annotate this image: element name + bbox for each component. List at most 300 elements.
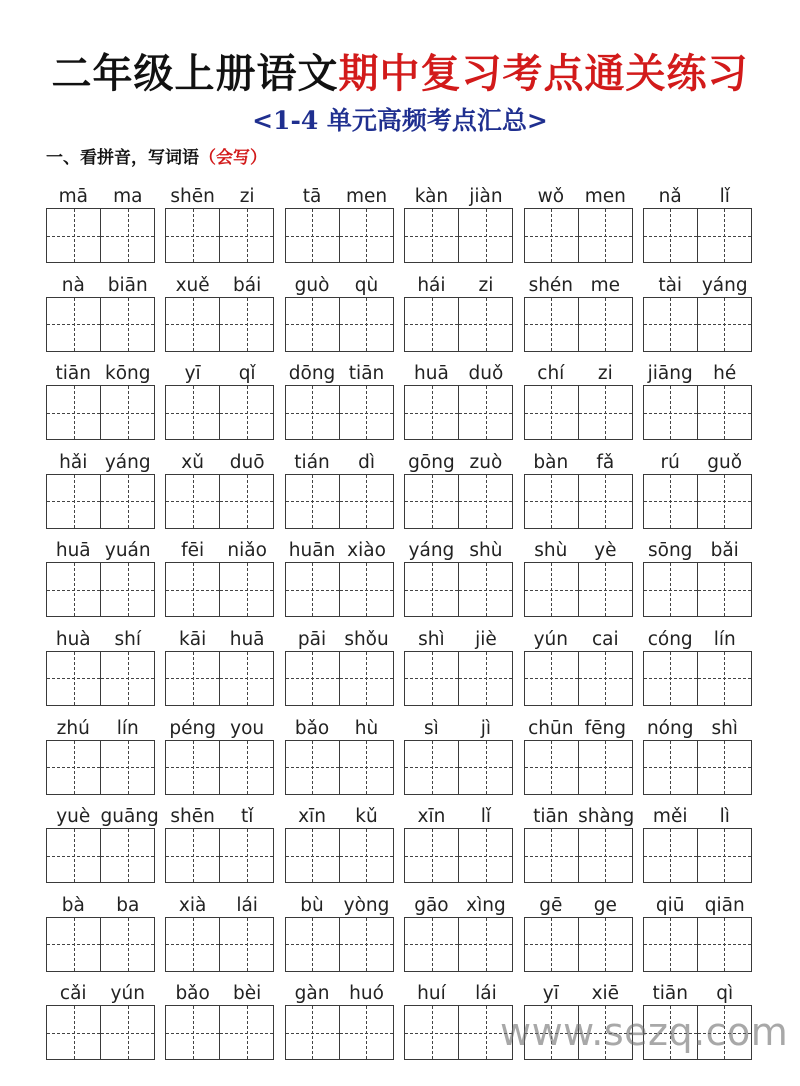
tianzige-boxes xyxy=(643,651,752,706)
word-item xyxy=(46,534,155,623)
pinyin-syllable: biān xyxy=(107,274,148,296)
pinyin-syllable: xìng xyxy=(466,894,506,916)
writing-cell[interactable] xyxy=(220,740,274,795)
pinyin-syllable: bà xyxy=(61,894,85,916)
pinyin-syllable: kàn xyxy=(414,186,449,207)
pinyin-syllable: jiè xyxy=(475,628,497,650)
writing-cell[interactable] xyxy=(220,1005,274,1060)
pinyin-syllable: huā xyxy=(229,628,265,650)
pinyin-syllable: yún xyxy=(110,983,145,1005)
pinyin-syllable: shù xyxy=(534,540,568,562)
pinyin-syllable: yáng xyxy=(104,451,151,473)
pinyin-syllable: xīn xyxy=(417,806,446,828)
tianzige-boxes xyxy=(165,828,274,883)
word-item xyxy=(404,180,513,269)
pinyin-syllable: bái xyxy=(233,274,262,296)
word-item xyxy=(524,534,633,623)
pinyin-syllable: qì xyxy=(716,983,734,1005)
pinyin-label xyxy=(285,889,394,917)
pinyin-syllable: yuè xyxy=(56,806,91,828)
word-item xyxy=(285,712,394,801)
pinyin-syllable: shén xyxy=(528,274,574,296)
tianzige-boxes xyxy=(285,474,394,529)
writing-cell[interactable] xyxy=(404,1005,459,1060)
word-row xyxy=(46,889,752,978)
pinyin-syllable: zhú xyxy=(56,717,90,739)
writing-cell[interactable] xyxy=(698,828,752,883)
pinyin-label xyxy=(524,357,633,385)
word-row xyxy=(46,180,752,269)
pinyin-syllable: yáng xyxy=(701,274,748,296)
tianzige-boxes xyxy=(404,917,513,972)
writing-cell[interactable] xyxy=(404,474,459,529)
pinyin-syllable: shù xyxy=(469,540,503,562)
writing-cell[interactable] xyxy=(285,651,340,706)
writing-cell[interactable] xyxy=(165,651,220,706)
pinyin-label xyxy=(643,269,752,297)
word-item xyxy=(46,623,155,712)
pinyin-label xyxy=(643,977,752,1005)
pinyin-syllable: ma xyxy=(113,186,143,207)
word-row xyxy=(46,269,752,358)
writing-cell[interactable] xyxy=(459,917,513,972)
writing-cell[interactable] xyxy=(46,474,101,529)
word-item xyxy=(165,269,274,358)
writing-cell[interactable] xyxy=(46,297,101,352)
writing-cell[interactable] xyxy=(340,208,394,263)
word-row xyxy=(46,446,752,535)
writing-cell[interactable] xyxy=(101,828,155,883)
writing-cell[interactable] xyxy=(220,297,274,352)
writing-cell[interactable] xyxy=(285,828,340,883)
writing-cell[interactable] xyxy=(165,562,220,617)
pinyin-syllable: lǐ xyxy=(719,186,730,207)
pinyin-syllable: cóng xyxy=(647,628,693,650)
word-item xyxy=(643,180,752,269)
writing-cell[interactable] xyxy=(643,562,698,617)
writing-cell[interactable] xyxy=(404,651,459,706)
writing-cell[interactable] xyxy=(698,474,752,529)
writing-cell[interactable] xyxy=(101,651,155,706)
writing-cell[interactable] xyxy=(101,917,155,972)
word-item xyxy=(285,889,394,978)
pinyin-syllable: tiān xyxy=(55,363,91,385)
pinyin-syllable: zi xyxy=(239,186,255,207)
writing-cell[interactable] xyxy=(46,385,101,440)
writing-cell[interactable] xyxy=(459,740,513,795)
writing-cell[interactable] xyxy=(459,651,513,706)
writing-cell[interactable] xyxy=(404,562,459,617)
writing-cell[interactable] xyxy=(404,297,459,352)
writing-cell[interactable] xyxy=(285,740,340,795)
tianzige-boxes xyxy=(165,1005,274,1060)
pinyin-syllable: tǐ xyxy=(240,806,254,828)
writing-cell[interactable] xyxy=(459,474,513,529)
word-item xyxy=(165,180,274,269)
writing-cell[interactable] xyxy=(285,1005,340,1060)
writing-cell[interactable] xyxy=(698,562,752,617)
pinyin-syllable: tiān xyxy=(533,806,569,828)
pinyin-label xyxy=(46,180,155,208)
pinyin-syllable: men xyxy=(584,186,626,207)
writing-cell[interactable] xyxy=(643,651,698,706)
word-item xyxy=(404,889,513,978)
word-row xyxy=(46,712,752,801)
tianzige-boxes xyxy=(404,562,513,617)
writing-cell[interactable] xyxy=(524,474,579,529)
pinyin-label xyxy=(285,534,394,562)
writing-cell[interactable] xyxy=(101,208,155,263)
writing-cell[interactable] xyxy=(643,297,698,352)
tianzige-boxes xyxy=(404,474,513,529)
tianzige-boxes xyxy=(285,208,394,263)
word-item xyxy=(285,269,394,358)
pinyin-label xyxy=(404,534,513,562)
writing-cell[interactable] xyxy=(220,208,274,263)
tianzige-boxes xyxy=(524,562,633,617)
writing-cell[interactable] xyxy=(340,740,394,795)
pinyin-label xyxy=(643,534,752,562)
pinyin-syllable: huā xyxy=(414,363,449,385)
pinyin-syllable: lái xyxy=(475,983,497,1005)
pinyin-label xyxy=(524,446,633,474)
writing-cell[interactable] xyxy=(404,917,459,972)
writing-cell[interactable] xyxy=(46,828,101,883)
tianzige-boxes xyxy=(404,828,513,883)
writing-cell[interactable] xyxy=(404,385,459,440)
pinyin-syllable: men xyxy=(345,186,388,207)
writing-cell[interactable] xyxy=(524,651,579,706)
tianzige-boxes xyxy=(524,917,633,972)
word-row xyxy=(46,800,752,889)
pinyin-syllable: kāi xyxy=(179,628,207,650)
writing-cell[interactable] xyxy=(524,208,579,263)
pinyin-label xyxy=(404,800,513,828)
writing-cell[interactable] xyxy=(643,385,698,440)
tianzige-boxes xyxy=(46,651,155,706)
writing-cell[interactable] xyxy=(643,740,698,795)
pinyin-syllable: lín xyxy=(116,717,139,739)
pinyin-label xyxy=(643,180,752,208)
pinyin-syllable: hù xyxy=(354,717,379,739)
word-item xyxy=(643,889,752,978)
tianzige-boxes xyxy=(46,828,155,883)
writing-cell[interactable] xyxy=(643,828,698,883)
writing-cell[interactable] xyxy=(459,562,513,617)
pinyin-syllable: shì xyxy=(711,717,738,739)
writing-cell[interactable] xyxy=(579,740,633,795)
writing-cell[interactable] xyxy=(459,385,513,440)
writing-cell[interactable] xyxy=(340,1005,394,1060)
pinyin-syllable: wǒ xyxy=(537,186,565,207)
tianzige-boxes xyxy=(285,740,394,795)
word-item xyxy=(46,269,155,358)
word-item xyxy=(404,800,513,889)
pinyin-label xyxy=(643,712,752,740)
writing-cell[interactable] xyxy=(46,651,101,706)
pinyin-syllable: me xyxy=(590,274,621,296)
pinyin-syllable: bǎi xyxy=(710,540,739,562)
writing-cell[interactable] xyxy=(340,917,394,972)
tianzige-boxes xyxy=(285,385,394,440)
writing-cell[interactable] xyxy=(340,474,394,529)
pinyin-label xyxy=(46,446,155,474)
pinyin-label xyxy=(165,534,274,562)
writing-cell[interactable] xyxy=(285,562,340,617)
writing-cell[interactable] xyxy=(165,297,220,352)
writing-cell[interactable] xyxy=(340,828,394,883)
writing-cell[interactable] xyxy=(165,917,220,972)
tianzige-boxes xyxy=(404,385,513,440)
word-item xyxy=(404,534,513,623)
tianzige-boxes xyxy=(165,208,274,263)
pinyin-label xyxy=(46,357,155,385)
writing-cell[interactable] xyxy=(340,651,394,706)
writing-cell[interactable] xyxy=(220,562,274,617)
pinyin-syllable: yòng xyxy=(343,894,390,916)
writing-cell[interactable] xyxy=(579,474,633,529)
pinyin-syllable: ge xyxy=(593,894,617,916)
word-item xyxy=(46,446,155,535)
writing-cell[interactable] xyxy=(165,828,220,883)
pinyin-syllable: zi xyxy=(478,274,494,296)
pinyin-syllable: tài xyxy=(658,274,683,296)
tianzige-boxes xyxy=(46,208,155,263)
pinyin-label xyxy=(643,800,752,828)
pinyin-label xyxy=(165,180,274,208)
pinyin-syllable: xiào xyxy=(347,540,386,562)
pinyin-syllable: yè xyxy=(594,540,617,562)
pinyin-label xyxy=(46,534,155,562)
watermark: www.sezq.com xyxy=(500,1010,789,1054)
pinyin-label xyxy=(524,623,633,651)
word-item xyxy=(165,889,274,978)
word-item xyxy=(285,357,394,446)
pinyin-label xyxy=(524,977,633,1005)
pinyin-syllable: lǐ xyxy=(480,806,492,828)
tianzige-boxes xyxy=(404,208,513,263)
pinyin-syllable: duō xyxy=(229,451,265,473)
tianzige-boxes xyxy=(285,917,394,972)
writing-cell[interactable] xyxy=(579,917,633,972)
pinyin-syllable: guǒ xyxy=(707,451,743,473)
word-item xyxy=(643,269,752,358)
writing-cell[interactable] xyxy=(698,651,752,706)
writing-cell[interactable] xyxy=(220,917,274,972)
writing-cell[interactable] xyxy=(220,474,274,529)
writing-cell[interactable] xyxy=(340,562,394,617)
tianzige-boxes xyxy=(643,562,752,617)
pinyin-syllable: gē xyxy=(539,894,563,916)
pinyin-syllable: qù xyxy=(354,274,379,296)
pinyin-syllable: fēi xyxy=(181,540,205,562)
tianzige-boxes xyxy=(285,651,394,706)
writing-cell[interactable] xyxy=(46,208,101,263)
tianzige-boxes xyxy=(404,1005,513,1060)
tianzige-boxes xyxy=(165,740,274,795)
writing-cell[interactable] xyxy=(404,740,459,795)
writing-cell[interactable] xyxy=(459,297,513,352)
pinyin-syllable: hé xyxy=(713,363,737,385)
writing-cell[interactable] xyxy=(579,651,633,706)
word-item xyxy=(524,623,633,712)
writing-cell[interactable] xyxy=(579,562,633,617)
pinyin-syllable: sì xyxy=(424,717,439,739)
writing-cell[interactable] xyxy=(165,1005,220,1060)
pinyin-syllable: bǎo xyxy=(175,983,210,1005)
writing-cell[interactable] xyxy=(285,474,340,529)
pinyin-label xyxy=(285,180,394,208)
pinyin-label xyxy=(165,889,274,917)
writing-cell[interactable] xyxy=(46,562,101,617)
word-row xyxy=(46,623,752,712)
word-item xyxy=(404,623,513,712)
writing-cell[interactable] xyxy=(101,562,155,617)
writing-cell[interactable] xyxy=(340,385,394,440)
pinyin-syllable: shēn xyxy=(170,186,215,207)
pinyin-syllable: kōng xyxy=(104,363,151,385)
pinyin-syllable: bèi xyxy=(233,983,262,1005)
tianzige-boxes xyxy=(524,651,633,706)
tianzige-boxes xyxy=(404,297,513,352)
tianzige-boxes xyxy=(643,297,752,352)
word-item xyxy=(404,446,513,535)
word-item xyxy=(404,977,513,1066)
writing-cell[interactable] xyxy=(220,385,274,440)
pinyin-syllable: fēng xyxy=(584,717,626,739)
pinyin-syllable: zi xyxy=(597,363,613,385)
writing-cell[interactable] xyxy=(524,917,579,972)
word-item xyxy=(46,712,155,801)
word-item xyxy=(285,180,394,269)
pinyin-syllable: fǎ xyxy=(596,451,615,473)
writing-cell[interactable] xyxy=(46,740,101,795)
worksheet-subtitle: <1-4 单元高频考点汇总> xyxy=(252,106,548,135)
writing-cell[interactable] xyxy=(285,917,340,972)
pinyin-syllable: qǐ xyxy=(238,363,256,385)
writing-cell[interactable] xyxy=(579,828,633,883)
writing-cell[interactable] xyxy=(101,1005,155,1060)
tianzige-boxes xyxy=(643,208,752,263)
writing-cell[interactable] xyxy=(643,208,698,263)
writing-cell[interactable] xyxy=(459,828,513,883)
writing-cell[interactable] xyxy=(524,828,579,883)
pinyin-label xyxy=(524,269,633,297)
writing-cell[interactable] xyxy=(165,385,220,440)
writing-cell[interactable] xyxy=(46,917,101,972)
writing-cell[interactable] xyxy=(698,297,752,352)
word-item xyxy=(46,977,155,1066)
pinyin-syllable: shǒu xyxy=(344,628,389,650)
writing-cell[interactable] xyxy=(404,208,459,263)
word-item xyxy=(643,800,752,889)
title-topic: 期中复习考点通关练习 xyxy=(338,50,749,97)
pinyin-syllable: lín xyxy=(713,628,736,650)
pinyin-syllable: huà xyxy=(55,628,91,650)
writing-cell[interactable] xyxy=(524,385,579,440)
pinyin-syllable: lì xyxy=(719,806,730,828)
writing-cell[interactable] xyxy=(459,208,513,263)
writing-cell[interactable] xyxy=(579,208,633,263)
pinyin-syllable: péng xyxy=(169,717,216,739)
writing-cell[interactable] xyxy=(643,474,698,529)
word-item xyxy=(165,623,274,712)
tianzige-boxes xyxy=(524,740,633,795)
pinyin-syllable: yáng xyxy=(408,540,455,562)
writing-cell[interactable] xyxy=(165,740,220,795)
writing-cell[interactable] xyxy=(404,828,459,883)
writing-cell[interactable] xyxy=(524,297,579,352)
writing-cell[interactable] xyxy=(285,208,340,263)
tianzige-boxes xyxy=(46,740,155,795)
section-tag: （会写） xyxy=(199,148,267,168)
writing-cell[interactable] xyxy=(643,917,698,972)
writing-cell[interactable] xyxy=(524,562,579,617)
pinyin-label xyxy=(46,889,155,917)
writing-cell[interactable] xyxy=(101,474,155,529)
pinyin-syllable: lái xyxy=(236,894,258,916)
word-item xyxy=(165,712,274,801)
writing-cell[interactable] xyxy=(220,828,274,883)
pinyin-label xyxy=(46,800,159,828)
writing-cell[interactable] xyxy=(101,297,155,352)
pinyin-syllable: gàn xyxy=(294,983,330,1005)
writing-cell[interactable] xyxy=(579,385,633,440)
pinyin-syllable: yī xyxy=(184,363,201,385)
pinyin-syllable: jì xyxy=(480,717,492,739)
writing-cell[interactable] xyxy=(698,208,752,263)
pinyin-syllable: ba xyxy=(116,894,140,916)
pinyin-label xyxy=(285,446,394,474)
tianzige-boxes xyxy=(404,651,513,706)
word-item xyxy=(524,712,633,801)
writing-cell[interactable] xyxy=(340,297,394,352)
writing-cell[interactable] xyxy=(285,297,340,352)
writing-cell[interactable] xyxy=(524,740,579,795)
tianzige-boxes xyxy=(46,297,155,352)
writing-cell[interactable] xyxy=(46,1005,101,1060)
section-heading xyxy=(46,145,267,171)
tianzige-boxes xyxy=(165,297,274,352)
pinyin-syllable: rú xyxy=(660,451,680,473)
writing-cell[interactable] xyxy=(220,651,274,706)
writing-cell[interactable] xyxy=(698,917,752,972)
writing-cell[interactable] xyxy=(101,740,155,795)
section-label: 一、看拼音，写词语 xyxy=(46,148,199,168)
writing-cell[interactable] xyxy=(698,740,752,795)
pinyin-label xyxy=(46,712,155,740)
pinyin-syllable: guāng xyxy=(100,806,159,828)
writing-cell[interactable] xyxy=(165,474,220,529)
writing-cell[interactable] xyxy=(101,385,155,440)
word-item xyxy=(404,357,513,446)
tianzige-boxes xyxy=(46,562,155,617)
tianzige-boxes xyxy=(643,828,752,883)
word-item xyxy=(285,977,394,1066)
pinyin-syllable: hǎi xyxy=(59,451,88,473)
writing-cell[interactable] xyxy=(698,385,752,440)
writing-cell[interactable] xyxy=(165,208,220,263)
pinyin-syllable: chí xyxy=(537,363,565,385)
word-item xyxy=(46,357,155,446)
word-item xyxy=(46,800,159,889)
tianzige-boxes xyxy=(524,297,633,352)
writing-cell[interactable] xyxy=(285,385,340,440)
pinyin-label xyxy=(404,889,513,917)
writing-cell[interactable] xyxy=(579,297,633,352)
tianzige-boxes xyxy=(46,1005,155,1060)
pinyin-syllable: zuò xyxy=(469,451,503,473)
